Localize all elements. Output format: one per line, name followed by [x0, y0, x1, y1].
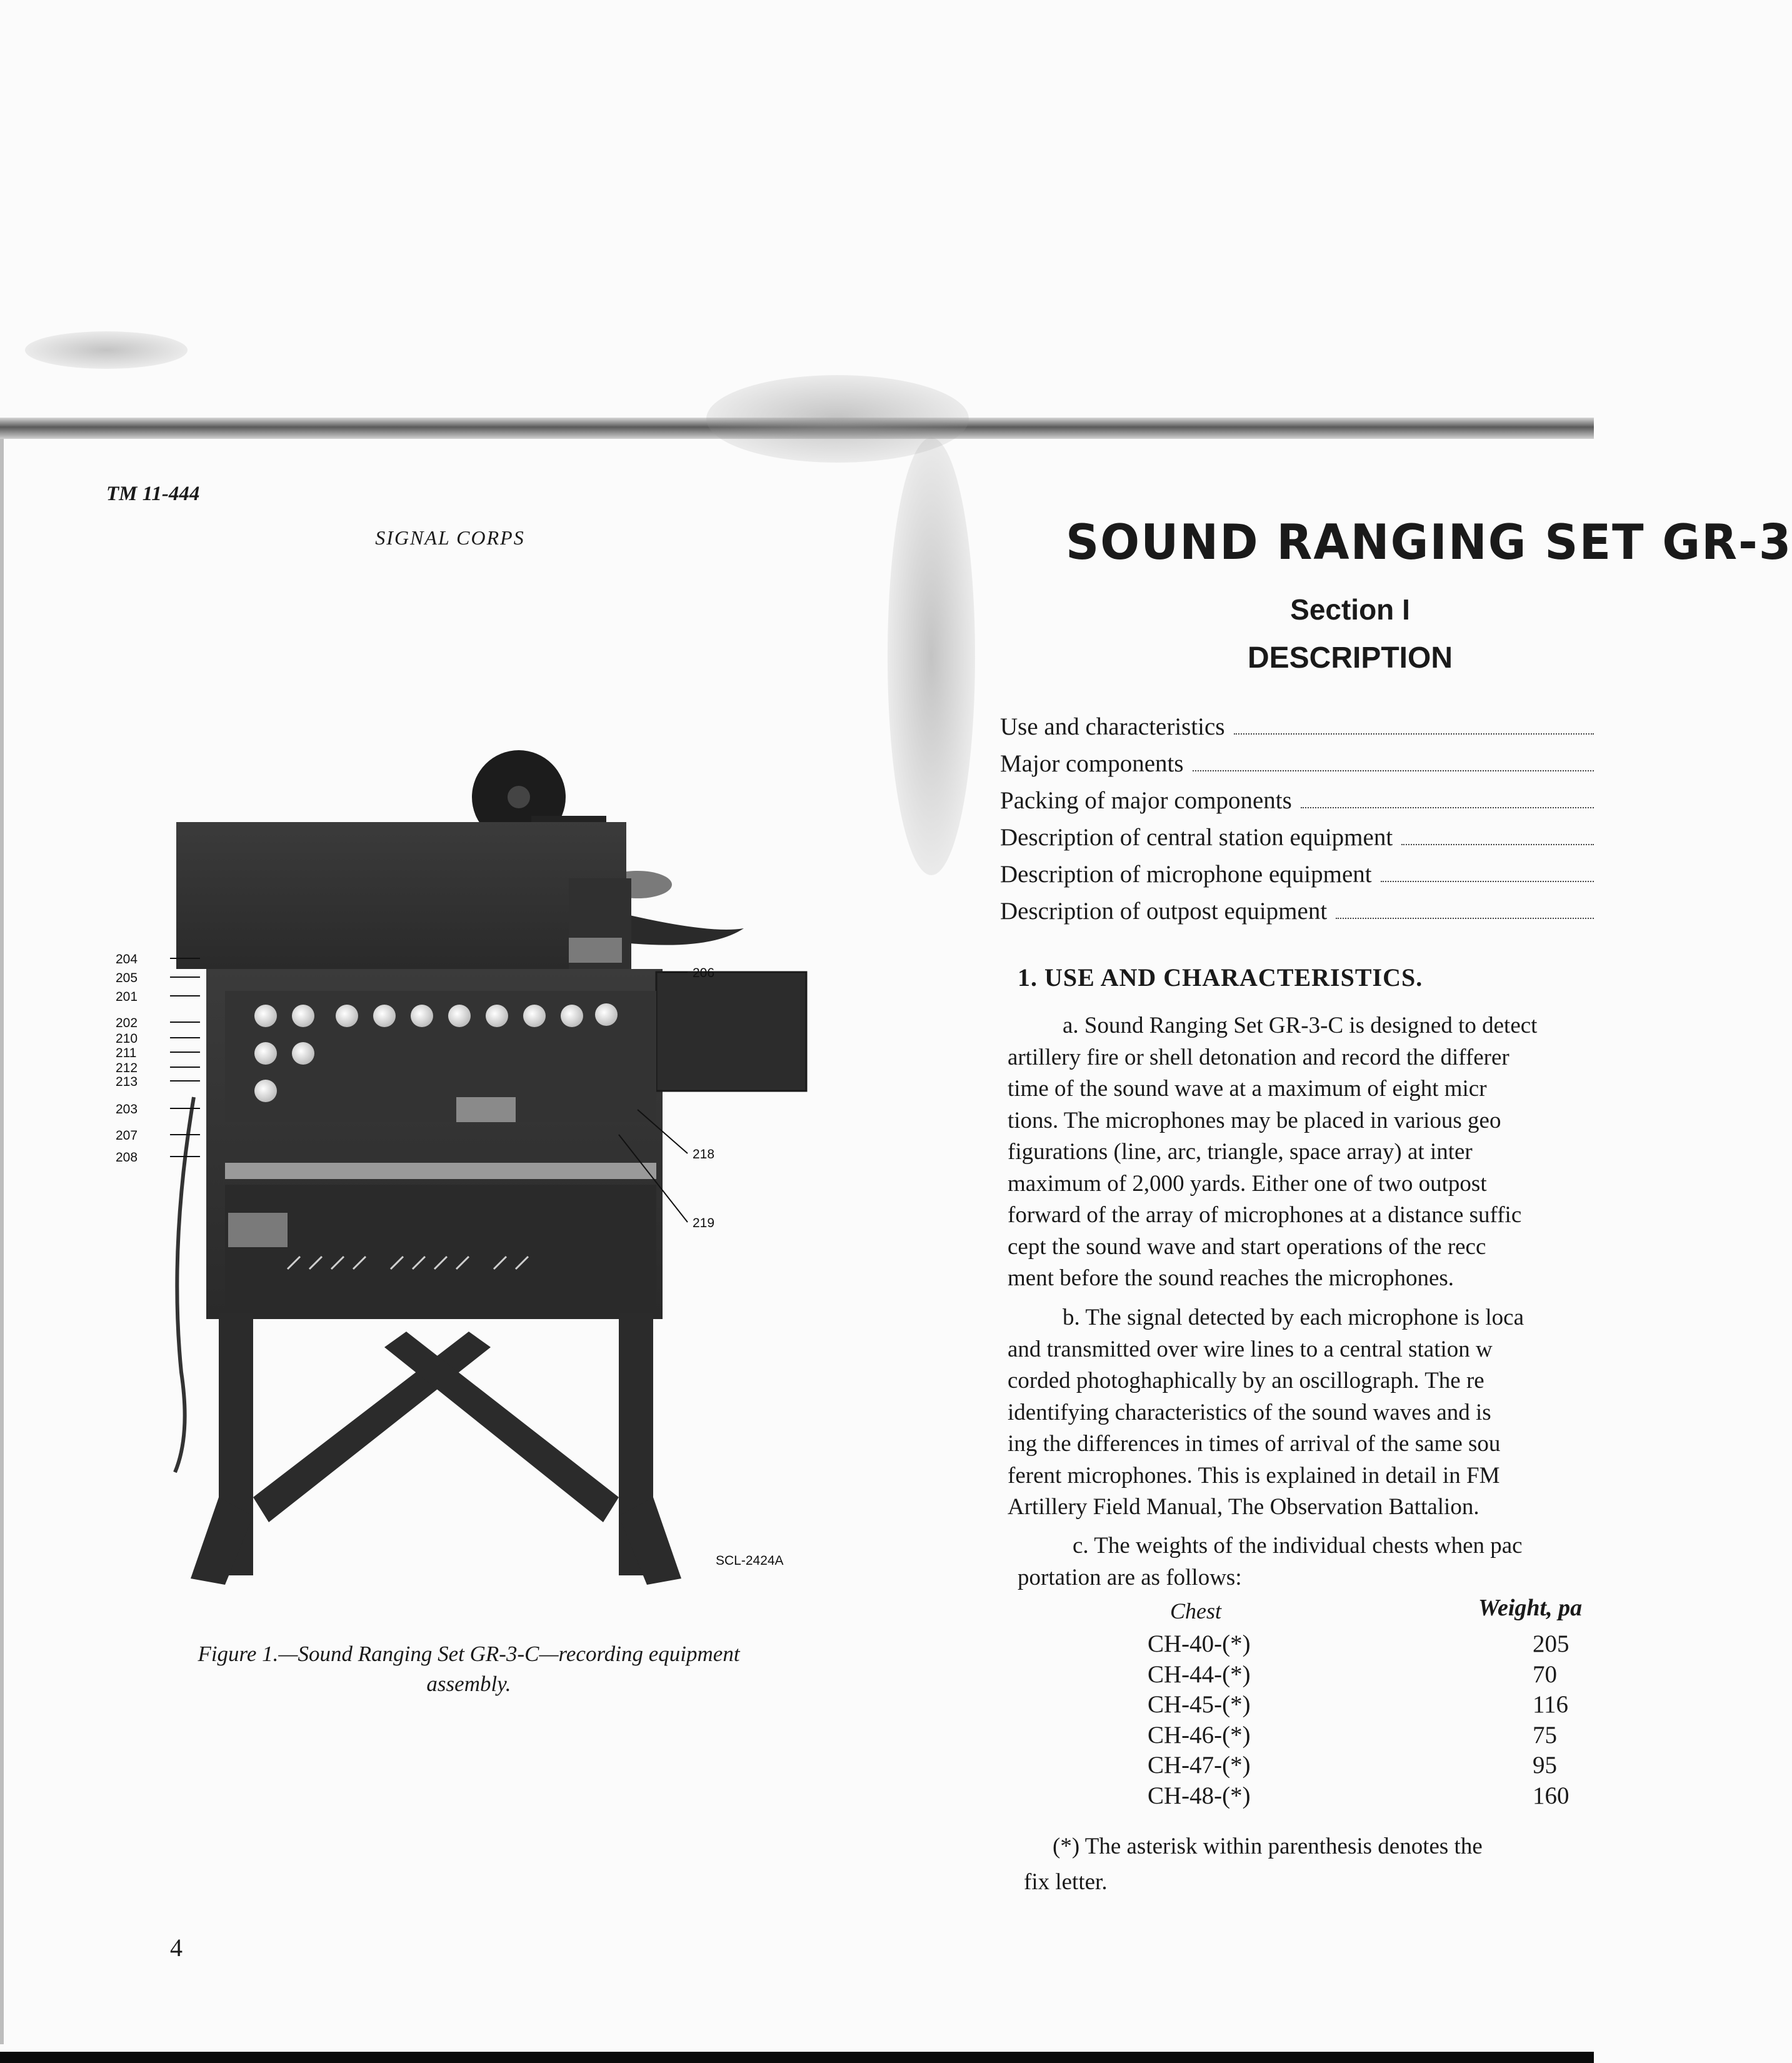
- scan-smudge: [888, 438, 975, 875]
- text-line: portation are as follows:: [1018, 1564, 1242, 1590]
- callout-label: 206: [693, 966, 715, 980]
- figure-caption: [125, 1639, 813, 1699]
- text-line: figurations (line, arc, triangle, space array) at inter: [1008, 1139, 1473, 1165]
- text-line: and transmitted over wire lines to a central station w: [1008, 1336, 1493, 1362]
- text-line: (*) The asterisk within parenthesis denotes the: [1053, 1834, 1483, 1859]
- paragraph-a: [1008, 1010, 1537, 1295]
- text-line: cept the sound wave and start operations of the recc: [1008, 1233, 1486, 1260]
- toc-item: Description of outpost equipment: [1000, 897, 1594, 934]
- table-cell-weight: 116: [1533, 1691, 1569, 1718]
- callout-label: 218: [693, 1147, 715, 1162]
- paragraph-heading: 1. USE AND CHARACTERISTICS.: [1018, 963, 1423, 991]
- paragraph-c: [1018, 1530, 1523, 1594]
- text-line: maximum of 2,000 yards. Either one of two outpost: [1008, 1170, 1487, 1197]
- callout-label: 212: [116, 1061, 138, 1075]
- table-cell-chest: CH-46-(*): [1148, 1721, 1251, 1749]
- text-line: tions. The microphones may be placed in various geo: [1008, 1107, 1501, 1133]
- text-line: b. The signal detected by each microphone is loca: [1063, 1305, 1524, 1330]
- table-cell-chest: CH-40-(*): [1148, 1630, 1251, 1657]
- callout-label: 207: [116, 1128, 138, 1143]
- running-head-center: SIGNAL CORPS: [375, 526, 525, 549]
- callout-label: 219: [693, 1216, 715, 1230]
- callout-label: 201: [116, 990, 138, 1004]
- text-line: corded photoghaphically by an oscillograph. The re: [1008, 1368, 1484, 1393]
- text-line: ferent microphones. This is explained in detail in FM: [1008, 1462, 1500, 1488]
- section-subheading: DESCRIPTION: [1247, 641, 1453, 675]
- table-cell-weight: 95: [1533, 1752, 1557, 1779]
- toc-item: Description of microphone equipment: [1000, 860, 1594, 897]
- callout-label: 204: [116, 952, 138, 966]
- table-cell-weight: 160: [1533, 1782, 1569, 1809]
- footnote: [1024, 1829, 1483, 1900]
- scan-bottom-edge: [0, 2052, 1594, 2063]
- text-line: forward of the array of microphones at a distance suffic: [1008, 1202, 1522, 1228]
- table-of-contents: [1000, 713, 1594, 934]
- callout-label: 213: [116, 1075, 138, 1089]
- table-cell-weight: 205: [1533, 1630, 1569, 1657]
- table-cell-chest: CH-47-(*): [1148, 1752, 1251, 1779]
- toc-item: Description of central station equipment: [1000, 823, 1594, 860]
- caption-line: assembly.: [426, 1672, 511, 1696]
- scan-smudge: [25, 331, 188, 369]
- page-title: SOUND RANGING SET GR-3: [1066, 514, 1792, 571]
- callout-label: 208: [116, 1150, 138, 1165]
- caption-line: Figure 1.—Sound Ranging Set GR-3-C—recording equipment: [198, 1642, 740, 1666]
- text-line: Artillery Field Manual, The Observation Battalion.: [1008, 1494, 1479, 1520]
- text-line: artillery fire or shell detonation and record the differer: [1008, 1044, 1509, 1070]
- scan-left-edge: [0, 431, 4, 2044]
- text-line: identifying characteristics of the sound waves and is: [1008, 1399, 1491, 1425]
- callout-label: 205: [116, 971, 138, 985]
- text-line: a. Sound Ranging Set GR-3-C is designed to detect: [1063, 1013, 1538, 1038]
- weights-table-chest-column: [1148, 1630, 1251, 1812]
- table-cell-chest: CH-48-(*): [1148, 1782, 1251, 1809]
- text-line: fix letter.: [1024, 1869, 1108, 1895]
- figure-code: SCL-2424A: [716, 1554, 784, 1568]
- table-cell-weight: 75: [1533, 1721, 1557, 1749]
- section-heading: Section I: [1290, 593, 1410, 626]
- toc-item: Major components: [1000, 750, 1594, 786]
- weights-table-weight-column: [1533, 1630, 1569, 1812]
- text-line: ment before the sound reaches the microphones.: [1008, 1265, 1454, 1291]
- toc-item: Packing of major components: [1000, 786, 1594, 823]
- toc-item: Use and characteristics: [1000, 713, 1594, 750]
- figure-recording-equipment: [116, 747, 850, 1594]
- text-line: ing the differences in times of arrival of the same sou: [1008, 1431, 1501, 1457]
- table-header-chest: Chest: [1170, 1599, 1222, 1624]
- text-line: time of the sound wave at a maximum of eight micr: [1008, 1076, 1487, 1102]
- callout-label: 211: [116, 1046, 137, 1060]
- paragraph-b: [1008, 1302, 1524, 1523]
- table-cell-chest: CH-44-(*): [1148, 1660, 1251, 1688]
- table-cell-weight: 70: [1533, 1660, 1557, 1688]
- page-number: 4: [170, 1934, 183, 1962]
- running-head-left: TM 11-444: [106, 483, 200, 505]
- table-cell-chest: CH-45-(*): [1148, 1691, 1251, 1718]
- table-header-weight: Weight, pa: [1478, 1595, 1583, 1621]
- equipment-photo: [116, 747, 850, 1594]
- callout-label: 202: [116, 1016, 138, 1030]
- callout-label: 203: [116, 1102, 138, 1117]
- text-line: c. The weights of the individual chests when pac: [1073, 1533, 1523, 1559]
- callout-label: 210: [116, 1032, 138, 1046]
